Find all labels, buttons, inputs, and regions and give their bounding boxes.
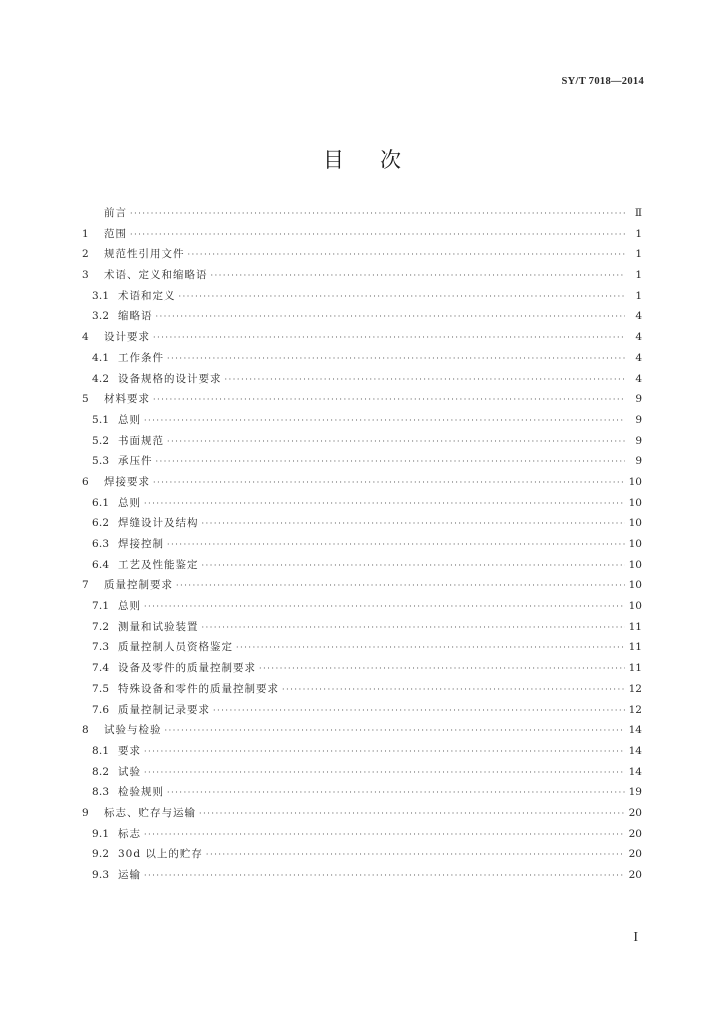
toc-entry-label: 特殊设备和零件的质量控制要求 [118,682,279,695]
toc-entry-label: 总则 [118,496,141,509]
toc-entry-label: 设计要求 [104,331,150,344]
toc-entry-number: 2 [82,248,89,261]
toc-entry-page: 1 [635,289,642,302]
toc-entry[interactable] [82,639,642,660]
toc-entry-number: 4 [82,331,89,344]
toc-entry[interactable] [82,474,642,495]
toc-entry-page: 14 [628,744,642,757]
page-title [0,144,724,174]
toc-entry-number: 7.5 [92,682,110,695]
toc-entry-label: 总则 [118,600,141,613]
toc-entry-page: 4 [635,351,642,364]
toc-entry[interactable] [82,226,642,247]
toc-entry[interactable] [82,867,642,888]
toc-entry-page: 10 [628,600,642,613]
page-number: I [633,930,638,945]
toc-entry[interactable] [82,350,642,371]
toc-entry-label: 工艺及性能鉴定 [118,558,199,571]
toc-entry-label: 30d 以上的贮存 [118,848,203,861]
toc-entry-label: 范围 [104,227,127,240]
toc-entry-page: 10 [628,475,642,488]
toc-entry-page: 11 [628,620,642,633]
toc-entry[interactable] [82,329,642,350]
toc-entry[interactable] [82,288,642,309]
toc-entry[interactable] [82,743,642,764]
toc-entry-number: 4.1 [92,351,110,364]
toc-leader-dots [165,726,626,735]
toc-entry-page: 4 [635,310,642,323]
toc-entry-page: 9 [635,413,642,426]
table-of-contents [82,205,642,888]
toc-entry-number: 8.1 [92,744,110,757]
toc-entry[interactable] [82,722,642,743]
toc-leader-dots [144,747,625,756]
toc-entry-label: 要求 [118,744,141,757]
toc-entry[interactable] [82,536,642,557]
toc-leader-dots [130,230,625,239]
toc-entry[interactable] [82,598,642,619]
toc-entry-page: 19 [628,786,642,799]
toc-entry-number: 8 [82,724,89,737]
toc-leader-dots [144,830,625,839]
toc-entry[interactable] [82,826,642,847]
toc-entry-label: 前言 [104,207,127,219]
toc-entry-page: 11 [628,662,642,675]
toc-entry-page: Ⅱ [634,207,642,219]
toc-entry-label: 规范性引用文件 [104,248,185,261]
toc-leader-dots [144,499,625,508]
toc-entry[interactable] [82,784,642,805]
toc-entry[interactable] [82,412,642,433]
toc-entry-number: 6.2 [92,517,110,530]
toc-entry-page: 14 [628,724,642,737]
toc-leader-dots [153,333,625,342]
toc-entry-page: 20 [628,827,642,840]
toc-entry-number: 7.1 [92,600,110,613]
toc-leader-dots [153,478,625,487]
toc-entry-label: 标志、贮存与运输 [104,806,196,819]
toc-leader-dots [282,685,625,694]
toc-entry-label: 检验规则 [118,786,164,799]
toc-leader-dots [176,581,625,590]
toc-leader-dots [202,561,626,570]
toc-entry-label: 设备规格的设计要求 [118,372,222,385]
toc-entry[interactable] [82,453,642,474]
toc-leader-dots [206,850,625,859]
toc-entry-number: 8.2 [92,765,110,778]
toc-entry-number: 3 [82,269,89,282]
toc-leader-dots [202,519,626,528]
toc-entry-label: 焊接控制 [118,538,164,550]
toc-entry-page: 20 [628,806,642,819]
toc-entry-number: 9.2 [92,848,110,861]
toc-entry-page: 11 [628,641,642,654]
toc-entry[interactable] [82,308,642,329]
toc-entry-label: 焊缝设计及结构 [118,517,199,530]
toc-entry-number: 5.2 [92,434,110,447]
toc-entry-number: 7.6 [92,703,110,716]
toc-leader-dots [144,768,625,777]
toc-entry[interactable] [82,267,642,288]
toc-entry-label: 运输 [118,869,141,881]
toc-entry-label: 测量和试验装置 [118,620,199,633]
toc-leader-dots [236,643,625,652]
toc-entry-number: 7.3 [92,641,110,654]
toc-entry-label: 总则 [118,413,141,426]
toc-entry-label: 质量控制要求 [104,579,173,592]
toc-entry-label: 标志 [118,827,141,840]
toc-entry-label: 术语和定义 [118,289,176,302]
toc-leader-dots [211,271,626,280]
toc-entry[interactable] [82,764,642,785]
toc-entry-label: 承压件 [118,455,153,468]
toc-leader-dots [153,395,625,404]
toc-entry-page: 4 [635,331,642,344]
toc-entry-page: 20 [628,848,642,861]
toc-entry-number: 9 [82,806,89,819]
standard-code: SY/T 7018—2014 [561,76,644,87]
toc-entry-page: 9 [635,455,642,468]
toc-entry-page: 10 [628,579,642,592]
toc-entry-number: 8.3 [92,786,110,799]
toc-leader-dots [130,209,625,218]
toc-entry[interactable] [82,660,642,681]
toc-entry[interactable] [82,495,642,516]
toc-entry[interactable] [82,246,642,267]
toc-leader-dots [144,871,625,880]
toc-entry-label: 质量控制人员资格鉴定 [118,641,233,654]
toc-entry-number: 1 [82,227,89,240]
toc-entry-number: 4.2 [92,372,110,385]
toc-entry-label: 焊接要求 [104,475,150,488]
toc-leader-dots [188,250,626,259]
toc-entry-page: 20 [628,869,642,881]
toc-entry-number: 5.3 [92,455,110,468]
toc-entry-page: 12 [628,682,642,695]
toc-entry-page: 12 [628,703,642,716]
toc-entry-page: 1 [635,248,642,261]
toc-leader-dots [179,292,626,301]
toc-leader-dots [167,437,625,446]
toc-entry-number: 9.1 [92,827,110,840]
toc-entry[interactable] [82,619,642,640]
toc-entry-number: 6.4 [92,558,110,571]
toc-entry[interactable] [82,557,642,578]
toc-entry[interactable] [82,577,642,598]
toc-entry-label: 术语、定义和缩略语 [104,269,208,282]
toc-entry-number: 7 [82,579,89,592]
toc-leader-dots [199,809,625,818]
toc-entry[interactable] [82,846,642,867]
toc-entry[interactable] [82,702,642,723]
toc-entry-label: 材料要求 [104,393,150,406]
toc-entry[interactable] [82,805,642,826]
toc-entry[interactable] [82,371,642,392]
toc-entry-page: 9 [635,434,642,447]
toc-entry-number: 6.1 [92,496,110,509]
toc-leader-dots [144,416,625,425]
toc-entry[interactable] [82,515,642,536]
toc-entry-label: 设备及零件的质量控制要求 [118,662,256,675]
toc-entry-page: 1 [635,269,642,282]
toc-leader-dots [144,602,625,611]
toc-entry-page: 1 [635,227,642,240]
toc-entry-number: 7.2 [92,620,110,633]
toc-leader-dots [259,664,625,673]
toc-entry-page: 10 [628,496,642,509]
toc-entry-label: 缩略语 [118,310,153,323]
toc-entry-number: 5.1 [92,413,110,426]
toc-leader-dots [225,375,626,384]
toc-entry-label: 工作条件 [118,351,164,364]
toc-leader-dots [156,457,626,466]
toc-entry-number: 5 [82,393,89,406]
toc-entry-page: 10 [628,558,642,571]
toc-entry-number: 7.4 [92,662,110,675]
toc-entry-number: 3.2 [92,310,110,323]
toc-entry[interactable] [82,433,642,454]
toc-entry-label: 试验与检验 [104,724,162,737]
toc-entry-page: 10 [628,538,642,550]
toc-entry-page: 9 [635,393,642,406]
toc-leader-dots [202,623,626,632]
toc-leader-dots [167,354,625,363]
toc-entry-page: 4 [635,372,642,385]
toc-entry-page: 10 [628,517,642,530]
toc-leader-dots [213,706,625,715]
toc-entry[interactable] [82,391,642,412]
toc-entry-number: 9.3 [92,869,110,881]
toc-entry-page: 14 [628,765,642,778]
toc-leader-dots [167,788,625,797]
toc-entry-label: 质量控制记录要求 [118,703,210,716]
toc-leader-dots [167,540,625,549]
toc-entry-number: 6 [82,475,89,488]
toc-entry-number: 6.3 [92,538,110,550]
toc-entry[interactable] [82,681,642,702]
toc-entry[interactable] [82,205,642,226]
toc-entry-label: 试验 [118,765,141,778]
toc-entry-number: 3.1 [92,289,110,302]
toc-leader-dots [156,312,626,321]
toc-entry-label: 书面规范 [118,434,164,447]
title-char-1: 目 [323,148,344,172]
title-char-2: 次 [380,148,401,172]
